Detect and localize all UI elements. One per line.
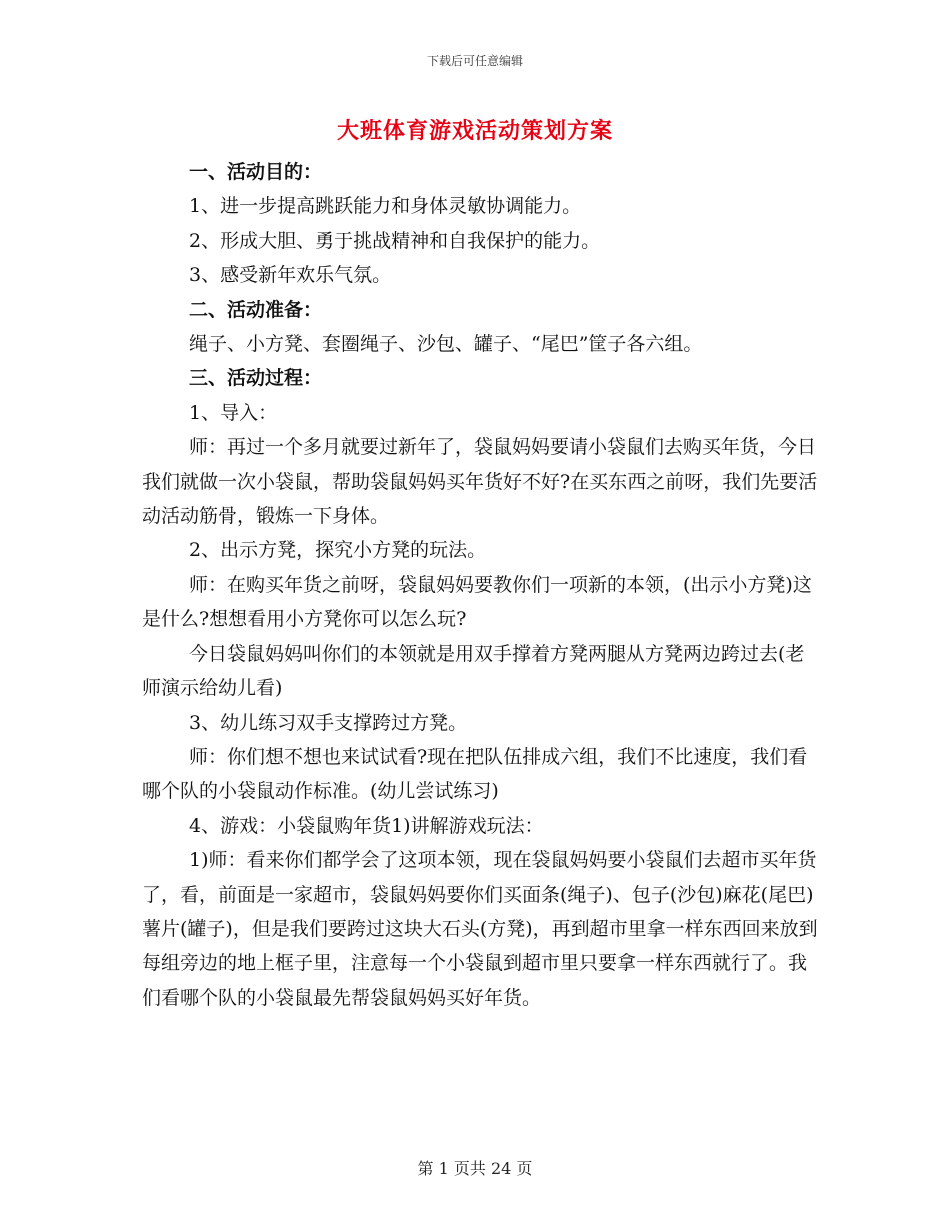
paragraph: 师：你们想不想也来试试看?现在把队伍排成六组，我们不比速度，我们看哪个队的小袋鼠动作标准。(幼儿尝试练习) [142, 745, 808, 803]
paragraph: 2、出示方凳，探究小方凳的玩法。 [189, 539, 487, 562]
paragraph: 1、导入： [189, 401, 278, 424]
section-heading-process: 三、活动过程： [189, 367, 323, 390]
paragraph: 3、感受新年欢乐气氛。 [189, 264, 392, 287]
page-number-footer: 第 1 页共 24 页 [417, 1159, 533, 1178]
paragraph: 1)师：看来你们都学会了这项本领，现在袋鼠妈妈要小袋鼠们去超市买年货了，看，前面是一家超市，袋鼠妈妈要你们买面条(绳子)、包子(沙包)麻花(尾巴)薯片(罐子)，但是我们要跨过这块大石头(方凳)，再到超市里拿一样东西回来放到每组旁边的地上框子里，注意每一个小袋鼠到超市里只要拿一样东西就行了。我们看哪个队的小袋鼠最先帮袋鼠妈妈买好年货。 [142, 849, 818, 1009]
document-body [142, 155, 822, 1015]
paragraph: 1、进一步提高跳跃能力和身体灵敏协调能力。 [189, 195, 582, 218]
paragraph: 4、游戏：小袋鼠购年货1)讲解游戏玩法： [189, 814, 544, 837]
paragraph: 3、幼儿练习双手支撑跨过方凳。 [189, 711, 468, 734]
paragraph: 今日袋鼠妈妈叫你们的本领就是用双手撑着方凳两腿从方凳两边跨过去(老师演示给幼儿看) [142, 642, 805, 700]
section-heading-purpose: 一、活动目的： [189, 161, 323, 183]
paragraph: 2、形成大胆、勇于挑战精神和自我保护的能力。 [189, 229, 601, 252]
header-note: 下载后可任意编辑 [426, 54, 523, 68]
paragraph: 绳子、小方凳、套圈绳子、沙包、罐子、“尾巴”筐子各六组。 [189, 333, 703, 356]
section-heading-preparation: 二、活动准备： [189, 298, 323, 321]
paragraph: 师：再过一个多月就要过新年了，袋鼠妈妈要请小袋鼠们去购买年货，今日我们就做一次小袋鼠，帮助袋鼠妈妈买年货好不好?在买东西之前呀，我们先要活动活动筋骨，锻炼一下身体。 [142, 436, 818, 528]
document-title: 大班体育游戏活动策划方案 [336, 118, 613, 144]
paragraph: 师：在购买年货之前呀，袋鼠妈妈要教你们一项新的本领，(出示小方凳)这是什么?想想看用小方凳你可以怎么玩? [142, 573, 812, 631]
